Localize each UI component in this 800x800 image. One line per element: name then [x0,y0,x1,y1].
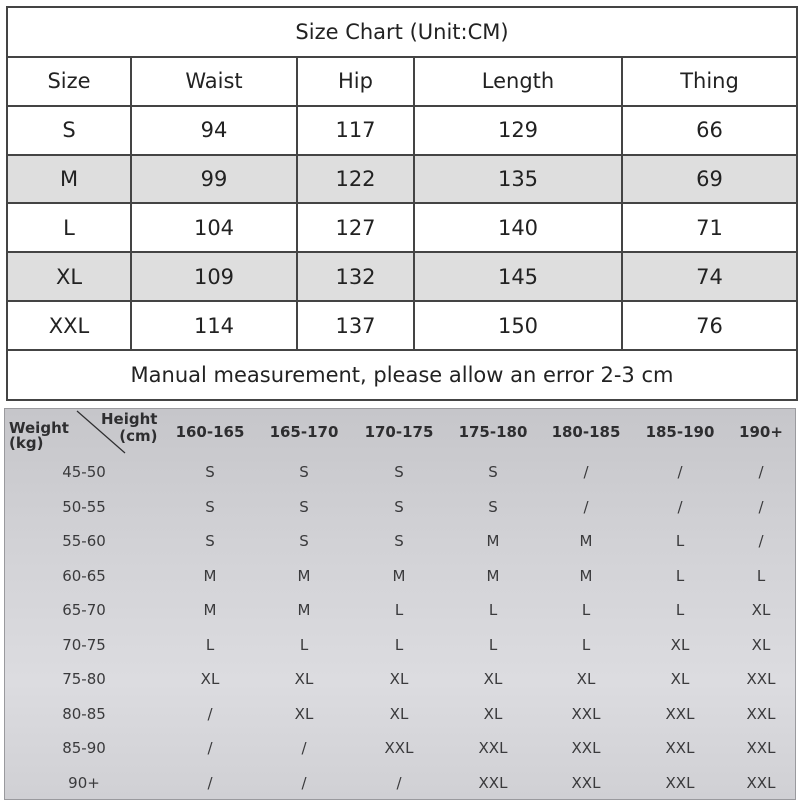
size-chart-header-row [7,57,797,106]
height-range-header: 180-185 [551,423,621,441]
size-cell: L [675,532,685,551]
size-chart-note-row [7,350,797,400]
table-cell: L [7,203,131,252]
weight-unit: (kg) [9,434,44,452]
size-cell: S [394,497,404,516]
size-cell: XL [670,635,690,654]
size-cell: S [394,532,404,551]
size-chart-title-row [7,7,797,57]
size-cell: XXL [746,739,776,758]
size-cell: M [579,566,593,585]
table-cell: 71 [622,203,797,252]
size-cell: L [488,601,498,620]
size-cell: S [394,463,404,482]
size-cell: M [486,566,500,585]
table-cell: 129 [414,106,622,155]
table-row [7,106,797,155]
weight-range-label: 75-80 [62,670,106,689]
table-row [5,455,795,490]
size-cell: XL [751,635,771,654]
weight-range-label: 90+ [68,773,100,792]
size-cell: M [579,532,593,551]
size-cell: XL [200,670,220,689]
weight-range-label: 60-65 [62,566,106,585]
size-cell: XL [483,670,503,689]
height-range-header: 160-165 [175,423,245,441]
size-cell: / [758,497,764,516]
weight-range-label: 80-85 [62,704,106,723]
size-cell: / [207,773,213,792]
weight-range-label: 45-50 [62,463,106,482]
size-cell: XXL [746,704,776,723]
size-cell: L [581,635,591,654]
weight-height-table [5,409,795,800]
weight-range-label: 65-70 [62,601,106,620]
size-cell: XXL [478,773,508,792]
size-cell: XXL [571,704,601,723]
size-cell: XXL [571,773,601,792]
size-cell: XL [389,704,409,723]
size-cell: L [394,601,404,620]
size-cell: M [486,532,500,551]
table-cell: 135 [414,155,622,204]
table-row [7,301,797,350]
size-cell: S [299,532,309,551]
size-cell: S [488,463,498,482]
table-cell: 122 [297,155,414,204]
table-cell: 137 [297,301,414,350]
size-cell: XL [483,704,503,723]
size-cell: M [203,601,217,620]
height-header-row [5,409,795,455]
table-row [5,559,795,594]
table-cell: 104 [131,203,297,252]
size-cell: XXL [665,773,695,792]
size-cell: L [299,635,309,654]
height-range-header: 175-180 [458,423,528,441]
header-thing: Thing [622,57,797,106]
size-chart-title: Size Chart (Unit:CM) [7,7,797,57]
size-cell: / [301,773,307,792]
size-cell: S [205,532,215,551]
table-cell: 66 [622,106,797,155]
size-cell: XL [294,670,314,689]
height-range-header: 170-175 [364,423,434,441]
size-cell: / [758,463,764,482]
header-size: Size [7,57,131,106]
size-cell: / [207,704,213,723]
size-cell: XL [751,601,771,620]
table-cell: 140 [414,203,622,252]
size-cell: / [758,532,764,551]
table-cell: S [7,106,131,155]
table-row [7,155,797,204]
size-cell: XXL [746,773,776,792]
height-unit: (cm) [119,427,158,445]
header-length: Length [414,57,622,106]
size-cell: / [207,739,213,758]
size-cell: XXL [571,739,601,758]
size-cell: L [394,635,404,654]
header-hip: Hip [297,57,414,106]
weight-range-label: 85-90 [62,739,106,758]
weight-axis-label [9,421,69,451]
table-cell: 94 [131,106,297,155]
size-cell: L [675,566,685,585]
size-cell: S [205,463,215,482]
table-cell: 117 [297,106,414,155]
size-cell: M [297,566,311,585]
height-range-header: 165-170 [269,423,339,441]
table-row [5,524,795,559]
size-cell: / [677,497,683,516]
weight-height-body [5,409,795,800]
weight-label: Weight [9,419,69,437]
corner-header [5,409,163,455]
size-cell: L [756,566,766,585]
size-cell: / [583,497,589,516]
size-cell: XL [576,670,596,689]
size-cell: M [297,601,311,620]
table-cell: XL [7,252,131,301]
table-row [5,593,795,628]
size-cell: S [299,497,309,516]
header-waist: Waist [131,57,297,106]
size-cell: S [299,463,309,482]
size-cell: XL [294,704,314,723]
weight-range-label: 50-55 [62,497,106,516]
table-row [5,662,795,697]
size-cell: L [205,635,215,654]
table-cell: 150 [414,301,622,350]
table-cell: M [7,155,131,204]
height-axis-label [101,411,157,445]
size-cell: L [675,601,685,620]
size-cell: M [203,566,217,585]
table-cell: 127 [297,203,414,252]
size-cell: XXL [665,704,695,723]
table-cell: 99 [131,155,297,204]
table-cell: 114 [131,301,297,350]
table-row [7,252,797,301]
size-cell: XXL [746,670,776,689]
weight-range-label: 70-75 [62,635,106,654]
table-cell: 69 [622,155,797,204]
corner-cell [5,409,163,455]
table-row [5,697,795,732]
table-row [7,203,797,252]
table-cell: 132 [297,252,414,301]
table-row [5,490,795,525]
height-range-header: 190+ [739,423,783,441]
size-cell: L [488,635,498,654]
table-cell: 145 [414,252,622,301]
size-cell: S [488,497,498,516]
table-cell: 74 [622,252,797,301]
size-cell: L [581,601,591,620]
table-cell: 109 [131,252,297,301]
size-cell: S [205,497,215,516]
table-row [5,628,795,663]
measurement-note: Manual measurement, please allow an error 2-3 cm [7,350,797,400]
table-row [5,766,795,800]
size-cell: / [583,463,589,482]
size-cell: XL [389,670,409,689]
table-cell: XXL [7,301,131,350]
height-label: Height [101,410,158,428]
size-chart-table [6,6,798,401]
size-cell: / [396,773,402,792]
size-cell: M [392,566,406,585]
size-cell: XXL [384,739,414,758]
table-cell: 76 [622,301,797,350]
size-cell: XXL [478,739,508,758]
size-cell: / [677,463,683,482]
height-range-header: 185-190 [645,423,715,441]
weight-height-chart [4,408,796,800]
size-chart-body [7,7,797,400]
size-cell: XL [670,670,690,689]
weight-range-label: 55-60 [62,532,106,551]
size-cell: XXL [665,739,695,758]
size-cell: / [301,739,307,758]
table-row [5,731,795,766]
